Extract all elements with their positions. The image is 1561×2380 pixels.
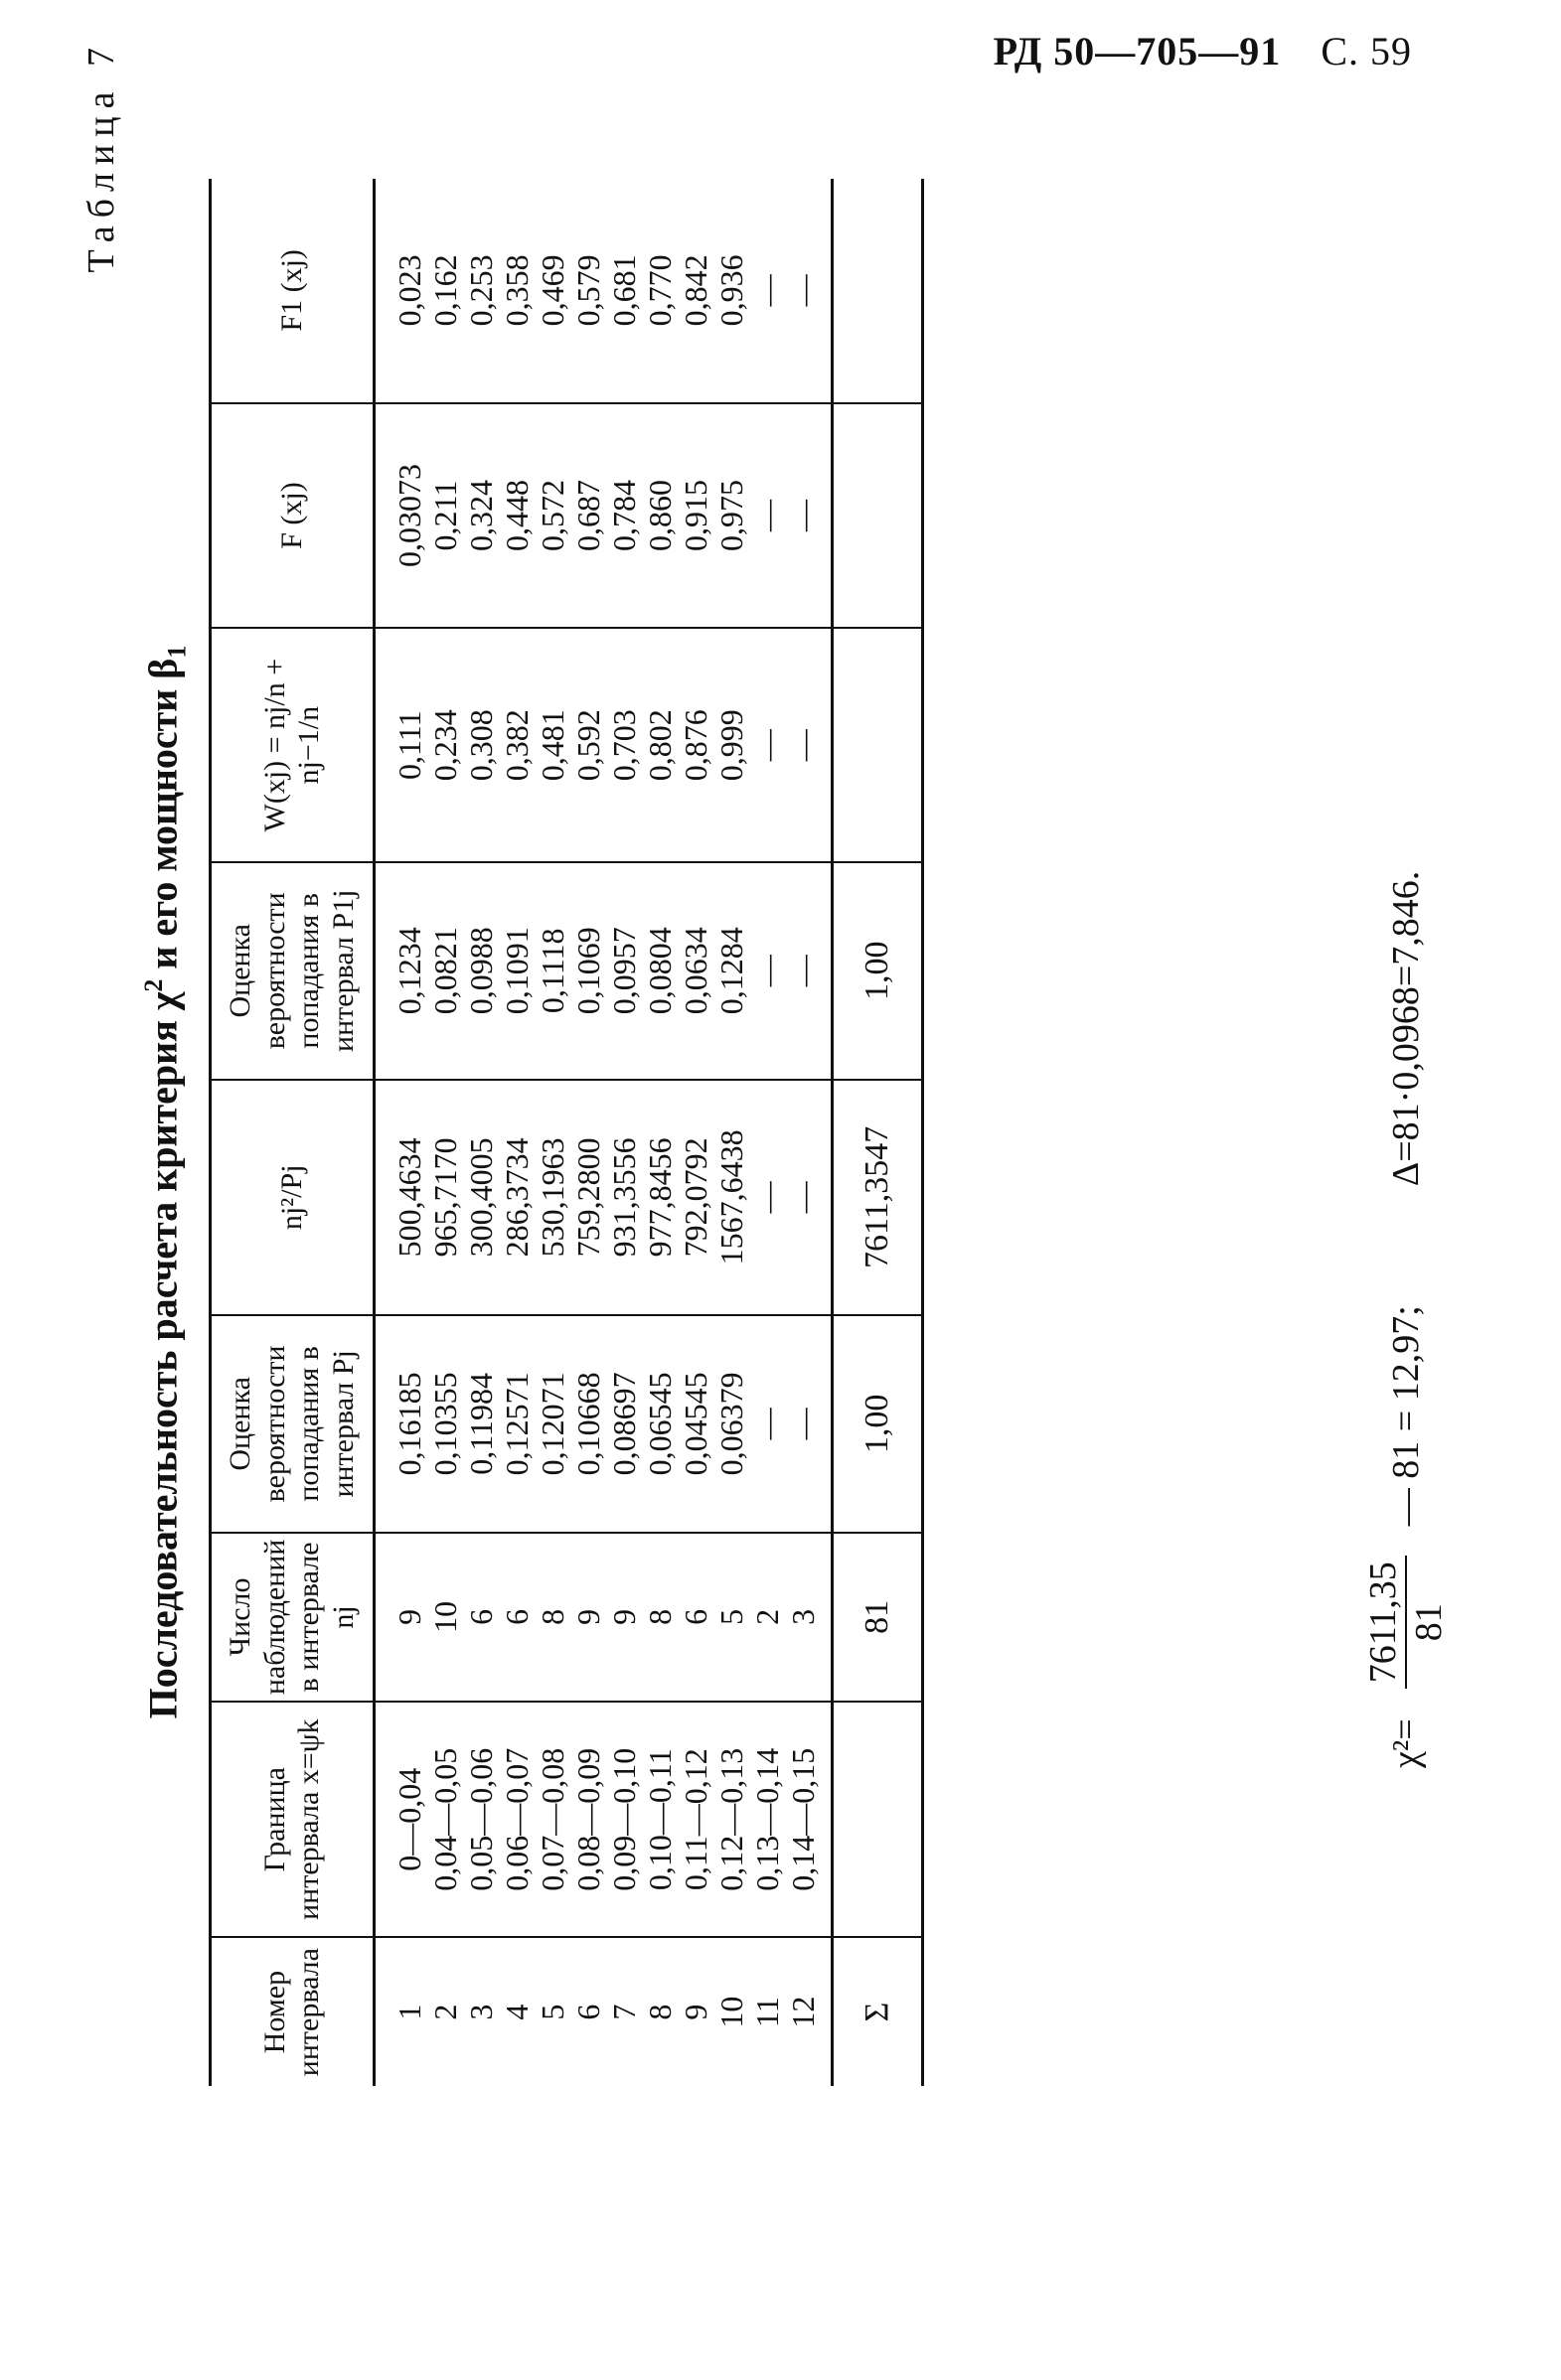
column-values-8 (375, 403, 833, 629)
table-cell: 5 (535, 2004, 570, 2020)
table-cell: — (785, 955, 821, 987)
total-cell-5: 7611,3547 (833, 1080, 923, 1316)
table-cell: 0,703 (606, 709, 642, 782)
table-cell: 0,06—0,07 (499, 1747, 535, 1891)
table-cell: 0,681 (606, 254, 642, 327)
table-title (139, 40, 192, 2324)
table-cell: 0,358 (499, 254, 535, 327)
table-cell: 3 (463, 2004, 499, 2020)
table-cell: 0,0634 (678, 927, 713, 1015)
title-superscript: 2 (139, 978, 168, 992)
page-number: С. 59 (1321, 29, 1412, 74)
column-values-7 (375, 628, 833, 862)
table-cell: 0,10355 (427, 1372, 463, 1476)
totals-row (833, 179, 923, 2086)
table-cell: 0,1091 (499, 927, 535, 1015)
table-cell: — (785, 274, 821, 307)
column-header-1: Номер интервала (211, 1937, 375, 2086)
table-cell: 792,0792 (678, 1137, 713, 1258)
table-cell: 0,1284 (713, 927, 749, 1015)
column-values-2 (375, 1702, 833, 1937)
table-cell: 0,12—0,13 (713, 1747, 749, 1891)
table-cell: 0,0821 (427, 927, 463, 1015)
total-cell-7 (833, 628, 923, 862)
document-code: РД 50—705—91 (993, 29, 1282, 74)
table-cell: 0,308 (463, 709, 499, 782)
table-cell: 6 (678, 1608, 713, 1625)
table-cell: 9 (570, 1608, 606, 1625)
fraction-denominator: 81 (1408, 1603, 1450, 1642)
table-cell: 9 (391, 1608, 427, 1625)
table-cell: 1567,6438 (713, 1129, 749, 1265)
total-cell-4: 1,00 (833, 1315, 923, 1533)
table-cell: 4 (499, 2004, 535, 2020)
table-cell: 0,1234 (391, 927, 427, 1015)
table-cell: 0,08—0,09 (570, 1747, 606, 1891)
total-cell-2 (833, 1702, 923, 1937)
column-values-3 (375, 1533, 833, 1702)
table-cell: — (749, 955, 785, 987)
table-cell: 8 (535, 1608, 570, 1625)
column-header-9: F1 (xj) (211, 179, 375, 403)
table-cell: — (785, 1408, 821, 1440)
table-cell: 3 (785, 1608, 821, 1625)
table-cell: 0,023 (391, 254, 427, 327)
table-cell: 977,8456 (642, 1137, 678, 1258)
title-part-2: и его мощности β (140, 658, 186, 979)
table-cell: 0,10—0,11 (642, 1748, 678, 1891)
column-header-3: Число наблюдений в интервале nj (211, 1533, 375, 1702)
table-cell: 0,14—0,15 (785, 1747, 821, 1891)
table-cell: 931,3556 (606, 1137, 642, 1258)
table-cell: 6 (463, 1608, 499, 1625)
table-cell: 12 (785, 1996, 821, 2028)
column-header-4: Оценка вероятности попадания в интервал Pj (211, 1315, 375, 1533)
table-cell: 0,0988 (463, 927, 499, 1015)
fraction-numerator: 7611,35 (1361, 1556, 1407, 1689)
table-cell: 0,592 (570, 709, 606, 782)
table-cell: — (785, 500, 821, 532)
table-cell: 8 (642, 1608, 678, 1625)
table-cell: 0,11—0,12 (678, 1748, 713, 1891)
table-cell: 0,03073 (391, 464, 427, 568)
table-cell: 965,7170 (427, 1137, 463, 1258)
table-cell: 8 (642, 2004, 678, 2020)
table-cell: 0,915 (678, 480, 713, 552)
table-row (375, 179, 833, 2086)
total-cell-6: 1,00 (833, 862, 923, 1080)
table-cell: 0,162 (427, 254, 463, 327)
table-cell: 0,1069 (570, 927, 606, 1015)
table-cell: 0,211 (427, 480, 463, 551)
table-cell: 0,860 (642, 480, 678, 552)
table-cell: 0,687 (570, 480, 606, 552)
table-cell: 0—0,04 (391, 1767, 427, 1871)
column-header-5: nj²/Pj (211, 1080, 375, 1316)
table-cell: — (785, 1181, 821, 1214)
title-part-1: Последовательность расчета критерия χ (140, 991, 186, 1719)
table-cell: 9 (606, 1608, 642, 1625)
table-cell: 6 (499, 1608, 535, 1625)
column-values-1 (375, 1937, 833, 2086)
table-cell: — (749, 1408, 785, 1440)
table-cell: 0,13—0,14 (749, 1747, 785, 1891)
table-cell: 0,324 (463, 480, 499, 552)
table-cell: 0,04545 (678, 1372, 713, 1476)
table-cell: 2 (427, 2004, 463, 2020)
table-cell: 0,07—0,08 (535, 1747, 570, 1891)
table-cell: — (749, 729, 785, 762)
formula-fraction (1361, 1556, 1451, 1689)
column-values-6 (375, 862, 833, 1080)
table-cell: 0,09—0,10 (606, 1747, 642, 1891)
table-cell: 9 (678, 2004, 713, 2020)
table-cell: 7 (606, 2004, 642, 2020)
table-cell: — (749, 1181, 785, 1214)
table-cell: 10 (427, 1600, 463, 1633)
column-header-7: W(xj) = nj/n + nj−1/n (211, 628, 375, 862)
table-cell: 6 (570, 2004, 606, 2020)
delta-formula: Δ=81·0,0968=7,846. (1385, 870, 1427, 1187)
table-cell: 0,16185 (391, 1372, 427, 1476)
table-cell: 0,04—0,05 (427, 1747, 463, 1891)
table-cell: 0,08697 (606, 1372, 642, 1476)
table-cell: 0,975 (713, 480, 749, 552)
table-cell: 10 (713, 1996, 749, 2028)
table-cell: 0,0957 (606, 927, 642, 1015)
table-cell: 0,936 (713, 254, 749, 327)
table-cell: 0,382 (499, 709, 535, 782)
table-cell: 530,1963 (535, 1137, 570, 1258)
total-cell-8 (833, 403, 923, 629)
column-header-8: F (xj) (211, 403, 375, 629)
table-cell: 759,2800 (570, 1137, 606, 1258)
table-cell: 0,999 (713, 709, 749, 782)
table-cell: 500,4634 (391, 1137, 427, 1258)
table-cell: 0,579 (570, 254, 606, 327)
table-cell: 0,784 (606, 480, 642, 552)
table-cell: 0,876 (678, 709, 713, 782)
table-cell: 0,481 (535, 709, 570, 782)
column-header-6: Оценка вероятности попадания в интервал P1j (211, 862, 375, 1080)
table-cell: — (749, 274, 785, 307)
title-subscript: 1 (162, 645, 192, 659)
formula-rest: — 81 = 12,97; (1385, 1305, 1427, 1527)
table-cell: 0,05—0,06 (463, 1747, 499, 1891)
table-cell: 0,770 (642, 254, 678, 327)
table-cell: 286,3734 (499, 1137, 535, 1258)
table-cell: 0,842 (678, 254, 713, 327)
total-cell-3: 81 (833, 1533, 923, 1702)
table-header-row (211, 179, 375, 2086)
table-cell: 0,10668 (570, 1372, 606, 1476)
table-cell: 300,4005 (463, 1137, 499, 1258)
table-cell: 0,1118 (535, 928, 570, 1014)
total-cell-9 (833, 179, 923, 403)
table-cell: 0,06545 (642, 1372, 678, 1476)
table-cell: 0,802 (642, 709, 678, 782)
column-header-2: Граница интервала x=ψk (211, 1702, 375, 1937)
column-values-5 (375, 1080, 833, 1316)
table-body (375, 179, 833, 2086)
table-cell: 5 (713, 1608, 749, 1625)
table-cell: 0,469 (535, 254, 570, 327)
table-cell: 0,234 (427, 709, 463, 782)
table-cell: 0,572 (535, 480, 570, 552)
table-cell: — (785, 729, 821, 762)
table-cell: 2 (749, 1608, 785, 1625)
table-cell: 0,111 (391, 710, 427, 780)
data-table (209, 179, 924, 2086)
table-label: Таблица 7 (80, 40, 122, 273)
formula-lhs: χ²= (1385, 1718, 1427, 1768)
table-cell: 0,12071 (535, 1372, 570, 1476)
table-cell: 0,11984 (463, 1372, 499, 1475)
column-values-4 (375, 1315, 833, 1533)
table-cell: — (749, 500, 785, 532)
table-cell: 0,253 (463, 254, 499, 327)
table-cell: 0,0804 (642, 927, 678, 1015)
table-cell: 0,12571 (499, 1372, 535, 1476)
column-values-9 (375, 179, 833, 403)
total-cell-1: Σ (833, 1937, 923, 2086)
chi-square-formula (1361, 871, 1451, 1768)
rotated-content (79, 40, 1490, 2324)
table-cell: 11 (749, 1997, 785, 2028)
table-cell: 0,06379 (713, 1372, 749, 1476)
table-cell: 0,448 (499, 480, 535, 552)
table-cell: 1 (391, 2004, 427, 2020)
